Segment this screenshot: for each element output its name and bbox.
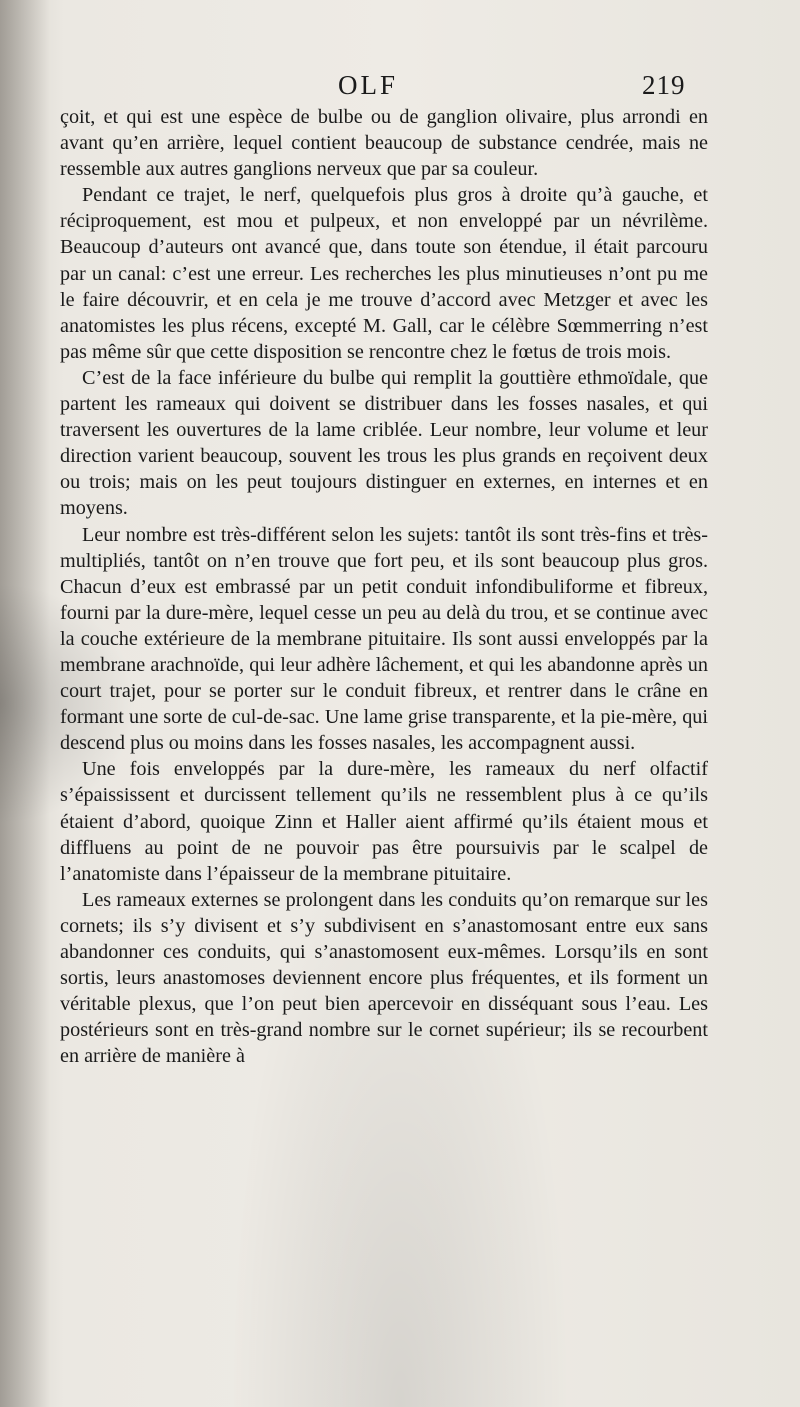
body-text [60, 104, 708, 1069]
paragraph: Leur nombre est très-différent selon les sujets: tantôt ils sont très-fins et très-multipliés, tantôt on n’en trouve que fort peu, et ils sont beaucoup plus gros. Chacun d’eux est embrassé par un petit conduit infondibuliforme et fibreux, fourni par la dure-mère, lequel cesse un peu au delà du trou, et se continue avec la couche extérieure de la membrane pituitaire. Ils sont aussi enveloppés par la membrane arachnoïde, qui leur adhère lâchement, et qui les abandonne après un court trajet, pour se porter sur le conduit fibreux, et rentrer dans le crâne en formant une sorte de cul-de-sac. Une lame grise transparente, et la pie-mère, qui descend plus ou moins dans les fosses nasales, les accompagnent aussi. [60, 523, 708, 755]
paragraph-continuation: çoit, et qui est une espèce de bulbe ou de ganglion olivaire, plus arrondi en avant qu’en arrière, lequel contient beaucoup de substance cendrée, mais ne ressemble aux autres ganglions nerveux que par sa couleur. [60, 106, 708, 181]
paragraph: Une fois enveloppés par la dure-mère, les rameaux du nerf olfactif s’épaississent et durcissent tellement qu’ils ne ressemblent plus à ce qu’ils étaient d’abord, quoique Zinn et Haller aient affirmé qu’ils étaient mous et diffluens au point de ne pouvoir pas être poursuivis par le scalpel de l’anatomiste dans l’épaisseur de la membrane pituitaire. [60, 758, 708, 885]
paragraph: Les rameaux externes se prolongent dans les conduits qu’on remarque sur les cornets; ils s’y divisent et s’y subdivisent en s’anastomosant entre eux sans abandonner ces conduits, qui s’anastomosent eux-mêmes. Lorsqu’ils en sont sortis, leurs anastomoses deviennent encore plus fréquentes, et ils forment un véritable plexus, que l’on peut bien apercevoir en disséquant sous l’eau. Les postérieurs sont en très-grand nombre sur le cornet supérieur; ils se recourbent en arrière de manière à [60, 888, 708, 1068]
page-number: 219 [642, 70, 686, 100]
running-head: OLF [338, 70, 399, 100]
binding-shadow [0, 0, 50, 1407]
paragraph: C’est de la face inférieure du bulbe qui remplit la gouttière ethmoïdale, que partent les rameaux qui doivent se distribuer dans les fosses nasales, et qui traversent les ouvertures de la lame criblée. Leur nombre, leur volume et leur direction varient beaucoup, souvent les trous les plus grands en reçoivent deux ou trois; mais on les peut toujours distinguer en externes, en internes et en moyens. [60, 366, 708, 520]
paragraph: Pendant ce trajet, le nerf, quelquefois plus gros à droite qu’à gauche, et réciproquement, est mou et pulpeux, et non enveloppé par un névrilème. Beaucoup d’auteurs ont avancé que, dans toute son étendue, il était parcouru par un canal: c’est une erreur. Les recherches les plus minutieuses n’ont pu me le faire découvrir, et en cela je me trouve d’accord avec Metzger et avec les anatomistes les plus récens, excepté M. Gall, car le célèbre Sœmmerring n’est pas même sûr que cette disposition se rencontre chez le fœtus de trois mois. [60, 184, 708, 363]
